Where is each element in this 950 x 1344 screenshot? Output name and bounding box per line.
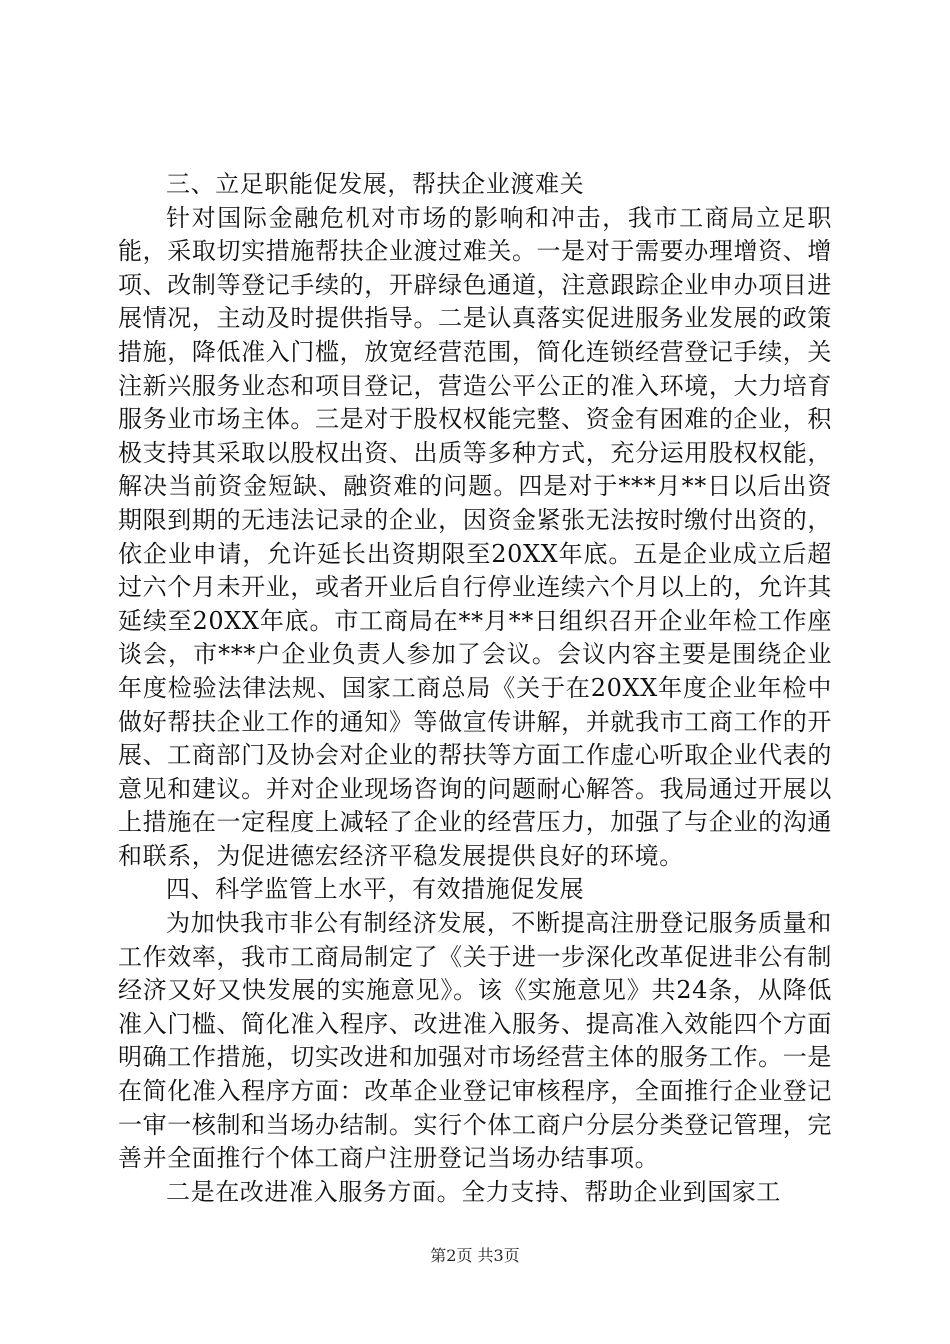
section-heading-4: 四、科学监管上水平，有效措施促发展 [166,875,585,904]
paragraph: 针对国际金融危机对市场的影响和冲击，我市工商局立足职能，采取切实措施帮扶企业渡过难关。一是对于需要办理增资、增项、改制等登记手续的，开辟绿色通道，注意跟踪企业申办项目进展情况，主动及时提供指导。二是认真落实促进服务业发展的政策措施，降低准入门槛，放宽经营范围，简化连锁经营登记手续，关注新兴服务业态和项目登记，营造公平公正的准入环境，大力培育服务业市场主体。三是对于股权权能完整、资金有困难的企业，积极支持其采取以股权出资、出质等多种方式，充分运用股权权能，解决当前资金短缺、融资难的问题。四是对于***月**日以后出资期限到期的无违法记录的企业，因资金紧张无法按时缴付出资的，依企业申请，允许延长出资期限至20XX年底。五是企业成立后超过六个月未开业，或者开业后自行停业连续六个月以上的，允许其延续至20XX年底。市工商局在**月**日组织召开企业年检工作座谈会，市***户企业负责人参加了会议。会议内容主要是围绕企业年度检验法律法规、国家工商总局《关于在20XX年度企业年检中做好帮扶企业工作的通知》等做宣传讲解，并就我市工商工作的开展、工商部门及协会对企业的帮扶等方面工作虚心听取企业代表的意见和建议。并对企业现场咨询的问题耐心解答。我局通过开展以上措施在一定程度上减轻了企业的经营压力，加强了与企业的沟通和联系，为促进德宏经济平稳发展提供良好的环境。 [118,203,832,870]
document-body [118,168,832,1209]
paragraph: 为加快我市非公有制经济发展，不断提高注册登记服务质量和工作效率，我市工商局制定了《关于进一步深化改革促进非公有制经济又好又快发展的实施意见》。该《实施意见》共24条，从降低准入门槛、简化准入程序、改进准入服务、提高准入效能四个方面明确工作措施，切实改进和加强对市场经营主体的服务工作。一是在简化准入程序方面：改革企业登记审核程序，全面推行企业登记一审一核制和当场办结制。实行个体工商户分层分类登记管理，完善并全面推行个体工商户注册登记当场办结事项。 [118,909,832,1173]
page-footer: 第2页 共3页 [430,1246,520,1265]
paragraph: 二是在改进准入服务方面。全力支持、帮助企业到国家工 [166,1177,781,1206]
section-heading-3: 三、立足职能促发展，帮扶企业渡难关 [166,170,585,198]
